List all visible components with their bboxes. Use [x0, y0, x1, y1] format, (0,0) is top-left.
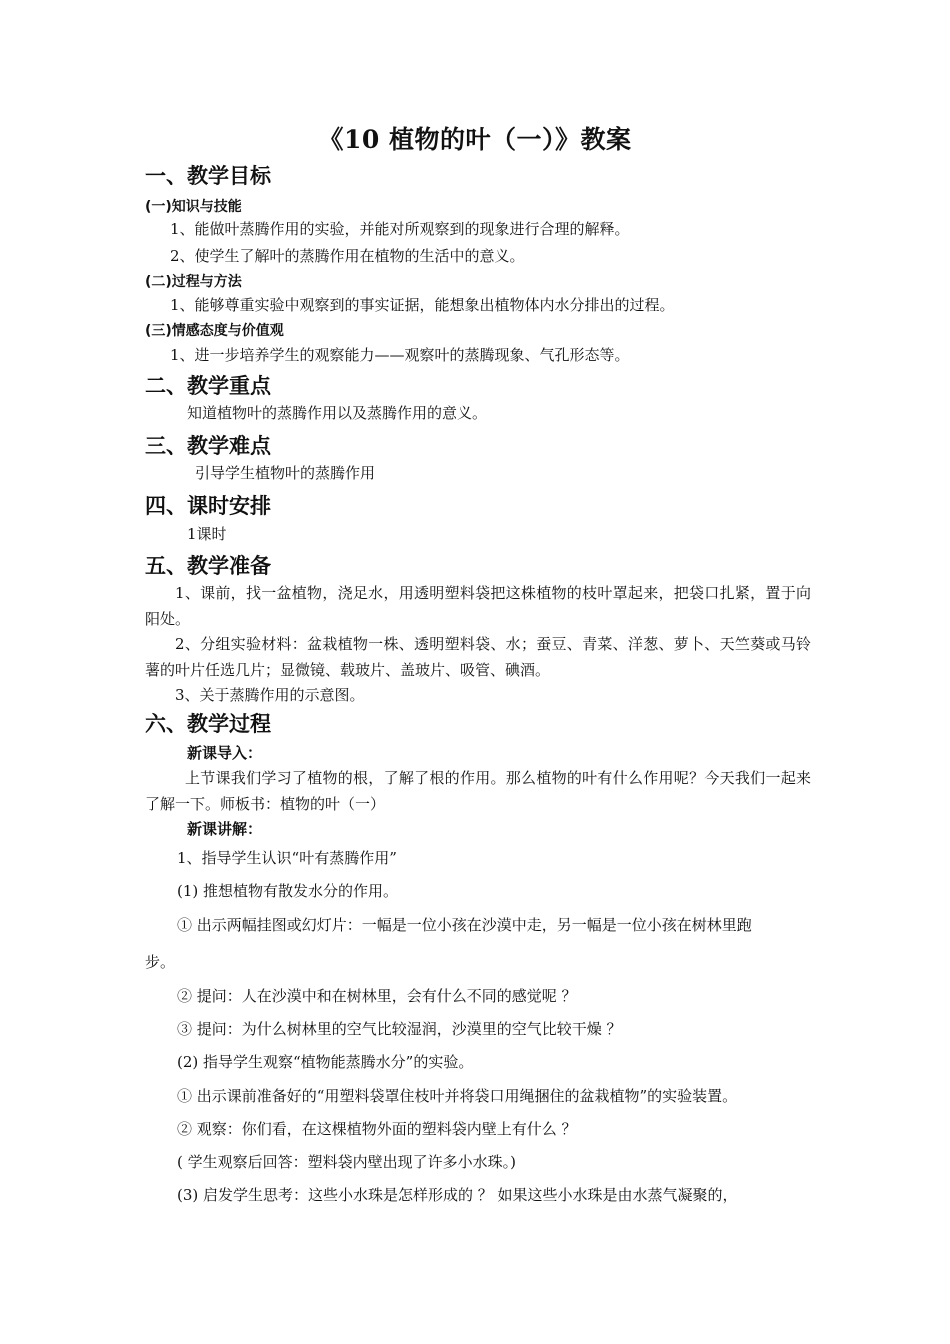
paragraph: 2、分组实验材料：盆栽植物一株、透明塑料袋、水；蚕豆、青菜、洋葱、萝卜、天竺葵或马铃薯的叶片任选几片；显微镜、载玻片、盖玻片、吸管、碘酒。 — [145, 635, 811, 679]
label-lecture: 新课讲解： — [187, 820, 263, 838]
paragraph: ② 观察：你们看，在这棵植物外面的塑料袋内壁上有什么 ？ — [177, 1120, 577, 1138]
paragraph: 步。 — [145, 953, 176, 971]
paragraph: ③ 提问：为什么树林里的空气比较湿润，沙漠里的空气比较干燥 ？ — [177, 1020, 622, 1038]
paragraph: 引导学生植物叶的蒸腾作用 — [195, 464, 376, 482]
paragraph: 上节课我们学习了植物的根，了解了根的作用。那么植物的叶有什么作用呢？今天我们一起来了解一下。师板书：植物的叶（一） — [145, 769, 811, 813]
paragraph: 3、关于蒸腾作用的示意图。 — [175, 686, 365, 704]
section-heading-objectives: 一、教学目标 — [145, 164, 271, 188]
label-intro: 新课导入： — [187, 744, 263, 762]
paragraph: 1、课前，找一盆植物，浇足水，用透明塑料袋把这株植物的枝叶罩起来，把袋口扎紧，置于向阳处。 — [145, 584, 811, 628]
paragraph: (2) 指导学生观察“植物能蒸腾水分”的实验。 — [177, 1053, 474, 1071]
section-heading-process: 六、教学过程 — [145, 712, 271, 736]
paragraph: 1、指导学生认识“叶有蒸腾作用” — [177, 849, 397, 867]
paragraph: 2、使学生了解叶的蒸腾作用在植物的生活中的意义。 — [170, 247, 525, 265]
document-title: 《10 植物的叶（一）》教案 — [318, 125, 632, 154]
paragraph: 1、能做叶蒸腾作用的实验，并能对所观察到的现象进行合理的解释。 — [170, 220, 630, 238]
paragraph: 1、进一步培养学生的观察能力——观察叶的蒸腾现象、气孔形态等。 — [170, 346, 630, 364]
paragraph: 知道植物叶的蒸腾作用以及蒸腾作用的意义。 — [187, 404, 488, 422]
subheading-attitude: (三)情感态度与价值观 — [145, 323, 284, 339]
subheading-knowledge: (一)知识与技能 — [145, 199, 242, 215]
paragraph: ① 出示两幅挂图或幻灯片：一幅是一位小孩在沙漠中走，另一幅是一位小孩在树林里跑 — [177, 916, 752, 934]
section-heading-preparation: 五、教学准备 — [145, 554, 271, 578]
paragraph: (1) 推想植物有散发水分的作用。 — [177, 882, 399, 900]
section-heading-schedule: 四、课时安排 — [145, 494, 271, 518]
paragraph: ① 出示课前准备好的“用塑料袋罩住枝叶并将袋口用绳捆住的盆栽植物”的实验装置。 — [177, 1087, 738, 1105]
section-heading-difficulties: 三、教学难点 — [145, 434, 271, 458]
paragraph: ② 提问：人在沙漠中和在树林里，会有什么不同的感觉呢 ？ — [177, 987, 577, 1005]
section-heading-key-points: 二、教学重点 — [145, 374, 271, 398]
paragraph: 1课时 — [187, 525, 227, 543]
paragraph: ( 学生观察后回答：塑料袋内壁出现了许多小水珠。) — [177, 1153, 516, 1171]
subheading-process: (二)过程与方法 — [145, 274, 242, 290]
paragraph: 1、能够尊重实验中观察到的事实证据，能想象出植物体内水分排出的过程。 — [170, 296, 675, 314]
paragraph: (3) 启发学生思考：这些小水珠是怎样形成的 ？ 如果这些小水珠是由水蒸气凝聚的， — [177, 1186, 738, 1204]
